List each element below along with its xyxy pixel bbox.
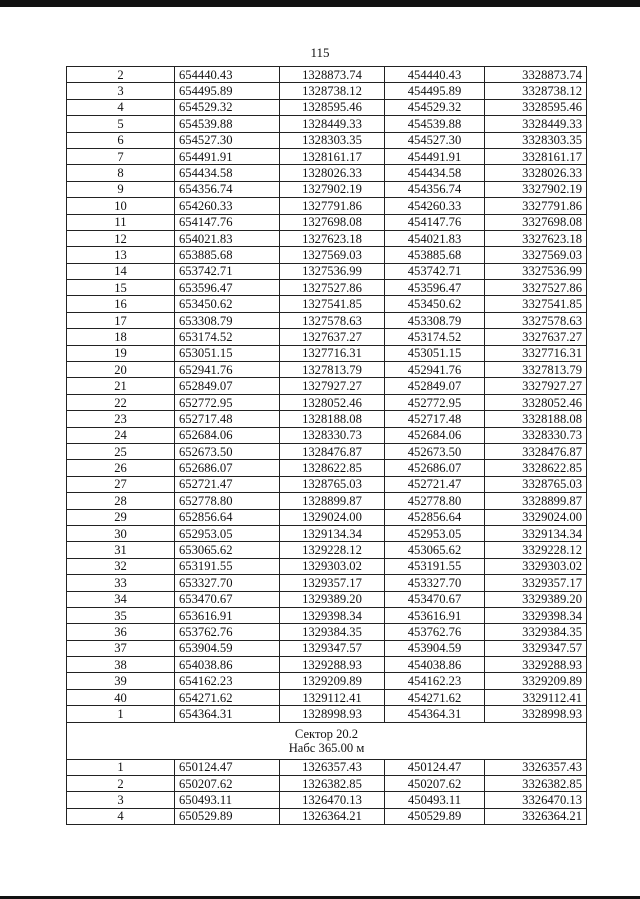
point-number-cell: 20 — [67, 362, 175, 378]
coord-y1-cell: 1327569.03 — [280, 247, 385, 263]
coord-x2-cell: 454364.31 — [385, 706, 485, 722]
coord-x2-cell: 452673.50 — [385, 443, 485, 459]
coord-y1-cell: 1329209.89 — [280, 673, 385, 689]
coord-y2-cell: 3328161.17 — [485, 148, 587, 164]
coord-y2-cell: 3329347.57 — [485, 640, 587, 656]
table-row — [67, 181, 587, 197]
table-row — [67, 443, 587, 459]
coord-y2-cell: 3327541.85 — [485, 296, 587, 312]
coord-x2-cell: 452717.48 — [385, 411, 485, 427]
point-number-cell: 37 — [67, 640, 175, 656]
coord-y2-cell: 3327578.63 — [485, 312, 587, 328]
coord-y2-cell: 3329357.17 — [485, 575, 587, 591]
coord-x2-cell: 453308.79 — [385, 312, 485, 328]
point-number-cell: 3 — [67, 83, 175, 99]
table-row — [67, 394, 587, 410]
coord-y1-cell: 1328998.93 — [280, 706, 385, 722]
table-row — [67, 575, 587, 591]
table-row — [67, 280, 587, 296]
coord-y2-cell: 3328330.73 — [485, 427, 587, 443]
coord-x2-cell: 454260.33 — [385, 198, 485, 214]
coord-y1-cell: 1328052.46 — [280, 394, 385, 410]
coord-y1-cell: 1328026.33 — [280, 165, 385, 181]
coord-y1-cell: 1327902.19 — [280, 181, 385, 197]
page-number: 115 — [310, 45, 330, 60]
coord-y1-cell: 1329347.57 — [280, 640, 385, 656]
coord-x2-cell: 454529.32 — [385, 99, 485, 115]
point-number-cell: 36 — [67, 624, 175, 640]
point-number-cell: 19 — [67, 345, 175, 361]
coord-x2-cell: 453051.15 — [385, 345, 485, 361]
coord-x2-cell: 454434.58 — [385, 165, 485, 181]
coord-x1-cell: 653904.59 — [175, 640, 280, 656]
coord-x2-cell: 454491.91 — [385, 148, 485, 164]
point-number-cell: 25 — [67, 443, 175, 459]
coord-y1-cell: 1329398.34 — [280, 607, 385, 623]
point-number-cell: 1 — [67, 759, 175, 775]
table-row — [67, 525, 587, 541]
point-number-cell: 27 — [67, 476, 175, 492]
coord-x2-cell: 453191.55 — [385, 558, 485, 574]
table-row — [67, 99, 587, 115]
coord-x1-cell: 652684.06 — [175, 427, 280, 443]
coord-x1-cell: 654539.88 — [175, 116, 280, 132]
table-row — [67, 378, 587, 394]
coord-y1-cell: 1327698.08 — [280, 214, 385, 230]
coord-x2-cell: 450207.62 — [385, 776, 485, 792]
coord-y2-cell: 3329303.02 — [485, 558, 587, 574]
table-body-top — [67, 67, 587, 723]
coord-y2-cell: 3327813.79 — [485, 362, 587, 378]
coord-y2-cell: 3328622.85 — [485, 460, 587, 476]
coord-x1-cell: 654271.62 — [175, 689, 280, 705]
coord-x1-cell: 650207.62 — [175, 776, 280, 792]
coord-y2-cell: 3327527.86 — [485, 280, 587, 296]
point-number-cell: 11 — [67, 214, 175, 230]
point-number-cell: 23 — [67, 411, 175, 427]
coord-x1-cell: 654356.74 — [175, 181, 280, 197]
table-body-sector — [67, 722, 587, 759]
coord-y2-cell: 3327569.03 — [485, 247, 587, 263]
coord-x2-cell: 454495.89 — [385, 83, 485, 99]
coord-x2-cell: 452686.07 — [385, 460, 485, 476]
coord-x1-cell: 652941.76 — [175, 362, 280, 378]
coord-x1-cell: 654038.86 — [175, 657, 280, 673]
table-row — [67, 808, 587, 824]
point-number-cell: 7 — [67, 148, 175, 164]
table-row — [67, 116, 587, 132]
point-number-cell: 34 — [67, 591, 175, 607]
coord-x2-cell: 454147.76 — [385, 214, 485, 230]
table-row — [67, 362, 587, 378]
coord-y2-cell: 3326364.21 — [485, 808, 587, 824]
table-row — [67, 591, 587, 607]
coord-y1-cell: 1328161.17 — [280, 148, 385, 164]
coord-y2-cell: 3327716.31 — [485, 345, 587, 361]
coord-y1-cell: 1329134.34 — [280, 525, 385, 541]
coord-y2-cell: 3326382.85 — [485, 776, 587, 792]
coord-x2-cell: 452856.64 — [385, 509, 485, 525]
table-row — [67, 509, 587, 525]
coord-x2-cell: 453616.91 — [385, 607, 485, 623]
coord-y2-cell: 3328476.87 — [485, 443, 587, 459]
point-number-cell: 22 — [67, 394, 175, 410]
table-row — [67, 542, 587, 558]
table-row — [67, 230, 587, 246]
coord-x2-cell: 452953.05 — [385, 525, 485, 541]
coord-x1-cell: 652717.48 — [175, 411, 280, 427]
coord-x1-cell: 654440.43 — [175, 67, 280, 83]
coord-x2-cell: 454271.62 — [385, 689, 485, 705]
coord-x1-cell: 653616.91 — [175, 607, 280, 623]
coord-y2-cell: 3329389.20 — [485, 591, 587, 607]
point-number-cell: 10 — [67, 198, 175, 214]
coord-x2-cell: 453762.76 — [385, 624, 485, 640]
coord-y2-cell: 3326357.43 — [485, 759, 587, 775]
coord-y2-cell: 3328595.46 — [485, 99, 587, 115]
table-row — [67, 329, 587, 345]
coord-y2-cell: 3328765.03 — [485, 476, 587, 492]
coord-x2-cell: 453065.62 — [385, 542, 485, 558]
coord-y1-cell: 1329384.35 — [280, 624, 385, 640]
coordinates-table — [66, 66, 587, 825]
coord-y1-cell: 1326364.21 — [280, 808, 385, 824]
coord-x1-cell: 653174.52 — [175, 329, 280, 345]
coord-x1-cell: 653762.76 — [175, 624, 280, 640]
table-row — [67, 640, 587, 656]
table-row — [67, 83, 587, 99]
table-row — [67, 214, 587, 230]
coord-x2-cell: 453596.47 — [385, 280, 485, 296]
coord-x1-cell: 653065.62 — [175, 542, 280, 558]
table-row — [67, 165, 587, 181]
point-number-cell: 13 — [67, 247, 175, 263]
coord-y1-cell: 1326382.85 — [280, 776, 385, 792]
point-number-cell: 4 — [67, 99, 175, 115]
coord-y2-cell: 3328303.35 — [485, 132, 587, 148]
coord-x2-cell: 453450.62 — [385, 296, 485, 312]
coord-x2-cell: 452941.76 — [385, 362, 485, 378]
point-number-cell: 3 — [67, 792, 175, 808]
point-number-cell: 15 — [67, 280, 175, 296]
coord-x1-cell: 652772.95 — [175, 394, 280, 410]
point-number-cell: 14 — [67, 263, 175, 279]
table-row — [67, 673, 587, 689]
coord-x2-cell: 454038.86 — [385, 657, 485, 673]
coord-y1-cell: 1327541.85 — [280, 296, 385, 312]
coord-x2-cell: 454440.43 — [385, 67, 485, 83]
coord-x1-cell: 653470.67 — [175, 591, 280, 607]
coord-y2-cell: 3327536.99 — [485, 263, 587, 279]
table-row — [67, 148, 587, 164]
coord-y2-cell: 3329112.41 — [485, 689, 587, 705]
point-number-cell: 1 — [67, 706, 175, 722]
point-number-cell: 12 — [67, 230, 175, 246]
coord-y1-cell: 1329024.00 — [280, 509, 385, 525]
coord-x2-cell: 450493.11 — [385, 792, 485, 808]
coord-x1-cell: 652849.07 — [175, 378, 280, 394]
point-number-cell: 32 — [67, 558, 175, 574]
coord-x1-cell: 652856.64 — [175, 509, 280, 525]
coord-x1-cell: 653885.68 — [175, 247, 280, 263]
coord-y1-cell: 1328449.33 — [280, 116, 385, 132]
coord-x1-cell: 650529.89 — [175, 808, 280, 824]
point-number-cell: 24 — [67, 427, 175, 443]
coord-x2-cell: 454539.88 — [385, 116, 485, 132]
coord-x2-cell: 453470.67 — [385, 591, 485, 607]
coord-x1-cell: 654364.31 — [175, 706, 280, 722]
point-number-cell: 28 — [67, 493, 175, 509]
coord-x2-cell: 450529.89 — [385, 808, 485, 824]
table-row — [67, 263, 587, 279]
coord-y1-cell: 1327637.27 — [280, 329, 385, 345]
coord-x1-cell: 653450.62 — [175, 296, 280, 312]
table-row — [67, 296, 587, 312]
coord-y1-cell: 1328873.74 — [280, 67, 385, 83]
coord-y1-cell: 1328899.87 — [280, 493, 385, 509]
table-row — [67, 427, 587, 443]
coord-y2-cell: 3327637.27 — [485, 329, 587, 345]
coord-x1-cell: 654260.33 — [175, 198, 280, 214]
point-number-cell: 4 — [67, 808, 175, 824]
coord-x1-cell: 654495.89 — [175, 83, 280, 99]
coord-y1-cell: 1328476.87 — [280, 443, 385, 459]
table-row — [67, 67, 587, 83]
coord-y1-cell: 1329389.20 — [280, 591, 385, 607]
table-row — [67, 132, 587, 148]
table-row — [67, 558, 587, 574]
table-row — [67, 759, 587, 775]
coord-x1-cell: 652721.47 — [175, 476, 280, 492]
coord-x1-cell: 650124.47 — [175, 759, 280, 775]
point-number-cell: 8 — [67, 165, 175, 181]
coord-x2-cell: 453742.71 — [385, 263, 485, 279]
coord-y2-cell: 3328899.87 — [485, 493, 587, 509]
coord-y2-cell: 3328873.74 — [485, 67, 587, 83]
point-number-cell: 35 — [67, 607, 175, 623]
table-row — [67, 706, 587, 722]
coord-y1-cell: 1326357.43 — [280, 759, 385, 775]
coord-x1-cell: 654529.32 — [175, 99, 280, 115]
coord-x2-cell: 453327.70 — [385, 575, 485, 591]
coord-y2-cell: 3329384.35 — [485, 624, 587, 640]
coord-x2-cell: 454527.30 — [385, 132, 485, 148]
coord-y2-cell: 3327698.08 — [485, 214, 587, 230]
point-number-cell: 21 — [67, 378, 175, 394]
table-row — [67, 689, 587, 705]
point-number-cell: 40 — [67, 689, 175, 705]
coord-x2-cell: 453885.68 — [385, 247, 485, 263]
sector-header-row — [67, 722, 587, 759]
coord-y2-cell: 3327902.19 — [485, 181, 587, 197]
coord-y1-cell: 1329357.17 — [280, 575, 385, 591]
coord-y2-cell: 3328998.93 — [485, 706, 587, 722]
point-number-cell: 9 — [67, 181, 175, 197]
coord-y2-cell: 3329228.12 — [485, 542, 587, 558]
coord-y1-cell: 1327527.86 — [280, 280, 385, 296]
table-row — [67, 657, 587, 673]
sector-header-cell — [67, 722, 587, 759]
point-number-cell: 31 — [67, 542, 175, 558]
coord-x1-cell: 654021.83 — [175, 230, 280, 246]
point-number-cell: 16 — [67, 296, 175, 312]
coord-y2-cell: 3327623.18 — [485, 230, 587, 246]
table-row — [67, 345, 587, 361]
coord-x2-cell: 450124.47 — [385, 759, 485, 775]
coord-x1-cell: 653051.15 — [175, 345, 280, 361]
coord-x1-cell: 653742.71 — [175, 263, 280, 279]
point-number-cell: 6 — [67, 132, 175, 148]
coord-y1-cell: 1329112.41 — [280, 689, 385, 705]
coord-y1-cell: 1327578.63 — [280, 312, 385, 328]
coord-x2-cell: 452849.07 — [385, 378, 485, 394]
coord-y1-cell: 1329228.12 — [280, 542, 385, 558]
coord-y2-cell: 3327791.86 — [485, 198, 587, 214]
coord-x2-cell: 452721.47 — [385, 476, 485, 492]
table-row — [67, 476, 587, 492]
coord-y2-cell: 3328449.33 — [485, 116, 587, 132]
point-number-cell: 2 — [67, 67, 175, 83]
coord-x1-cell: 652953.05 — [175, 525, 280, 541]
coord-y1-cell: 1327536.99 — [280, 263, 385, 279]
table-row — [67, 624, 587, 640]
table-row — [67, 776, 587, 792]
table-body-bottom — [67, 759, 587, 825]
coord-x1-cell: 654527.30 — [175, 132, 280, 148]
coord-y1-cell: 1328765.03 — [280, 476, 385, 492]
coord-x1-cell: 653327.70 — [175, 575, 280, 591]
coord-y1-cell: 1327927.27 — [280, 378, 385, 394]
table-row — [67, 792, 587, 808]
point-number-cell: 39 — [67, 673, 175, 689]
point-number-cell: 5 — [67, 116, 175, 132]
coord-y2-cell: 3329024.00 — [485, 509, 587, 525]
coord-x1-cell: 652778.80 — [175, 493, 280, 509]
coord-y2-cell: 3326470.13 — [485, 792, 587, 808]
coord-x2-cell: 454356.74 — [385, 181, 485, 197]
table-row — [67, 411, 587, 427]
table-row — [67, 460, 587, 476]
coord-x1-cell: 652686.07 — [175, 460, 280, 476]
point-number-cell: 18 — [67, 329, 175, 345]
coord-y2-cell: 3329288.93 — [485, 657, 587, 673]
table-row — [67, 493, 587, 509]
coord-x1-cell: 654162.23 — [175, 673, 280, 689]
coord-x1-cell: 653308.79 — [175, 312, 280, 328]
coord-y1-cell: 1326470.13 — [280, 792, 385, 808]
coord-y1-cell: 1328595.46 — [280, 99, 385, 115]
coord-y2-cell: 3329134.34 — [485, 525, 587, 541]
table-row — [67, 247, 587, 263]
scan-edge-top — [0, 0, 640, 7]
coord-y2-cell: 3327927.27 — [485, 378, 587, 394]
point-number-cell: 17 — [67, 312, 175, 328]
sector-title: Сектор 20.2 — [294, 726, 359, 741]
table-row — [67, 198, 587, 214]
coord-x2-cell: 452778.80 — [385, 493, 485, 509]
coord-x2-cell: 453174.52 — [385, 329, 485, 345]
point-number-cell: 38 — [67, 657, 175, 673]
point-number-cell: 30 — [67, 525, 175, 541]
coord-x2-cell: 454162.23 — [385, 673, 485, 689]
coord-x2-cell: 452772.95 — [385, 394, 485, 410]
sector-height: Набс 365.00 м — [288, 740, 365, 755]
point-number-cell: 26 — [67, 460, 175, 476]
coord-y1-cell: 1327813.79 — [280, 362, 385, 378]
coord-y1-cell: 1328738.12 — [280, 83, 385, 99]
table-row — [67, 607, 587, 623]
point-number-cell: 29 — [67, 509, 175, 525]
coord-x1-cell: 654491.91 — [175, 148, 280, 164]
coord-y2-cell: 3328052.46 — [485, 394, 587, 410]
point-number-cell: 33 — [67, 575, 175, 591]
coord-y1-cell: 1327791.86 — [280, 198, 385, 214]
coord-y2-cell: 3328188.08 — [485, 411, 587, 427]
coord-y2-cell: 3329398.34 — [485, 607, 587, 623]
coord-y1-cell: 1328622.85 — [280, 460, 385, 476]
coord-y1-cell: 1327623.18 — [280, 230, 385, 246]
coord-y1-cell: 1328303.35 — [280, 132, 385, 148]
coord-y2-cell: 3329209.89 — [485, 673, 587, 689]
coord-y1-cell: 1329303.02 — [280, 558, 385, 574]
coord-y2-cell: 3328738.12 — [485, 83, 587, 99]
coord-x1-cell: 652673.50 — [175, 443, 280, 459]
coord-x2-cell: 454021.83 — [385, 230, 485, 246]
coord-x1-cell: 654434.58 — [175, 165, 280, 181]
coord-y1-cell: 1328188.08 — [280, 411, 385, 427]
coord-x2-cell: 452684.06 — [385, 427, 485, 443]
point-number-cell: 2 — [67, 776, 175, 792]
coord-x1-cell: 654147.76 — [175, 214, 280, 230]
coord-y1-cell: 1328330.73 — [280, 427, 385, 443]
coord-y1-cell: 1329288.93 — [280, 657, 385, 673]
coord-y1-cell: 1327716.31 — [280, 345, 385, 361]
coord-x2-cell: 453904.59 — [385, 640, 485, 656]
coord-x1-cell: 653596.47 — [175, 280, 280, 296]
coord-x1-cell: 650493.11 — [175, 792, 280, 808]
coord-y2-cell: 3328026.33 — [485, 165, 587, 181]
table-row — [67, 312, 587, 328]
coord-x1-cell: 653191.55 — [175, 558, 280, 574]
